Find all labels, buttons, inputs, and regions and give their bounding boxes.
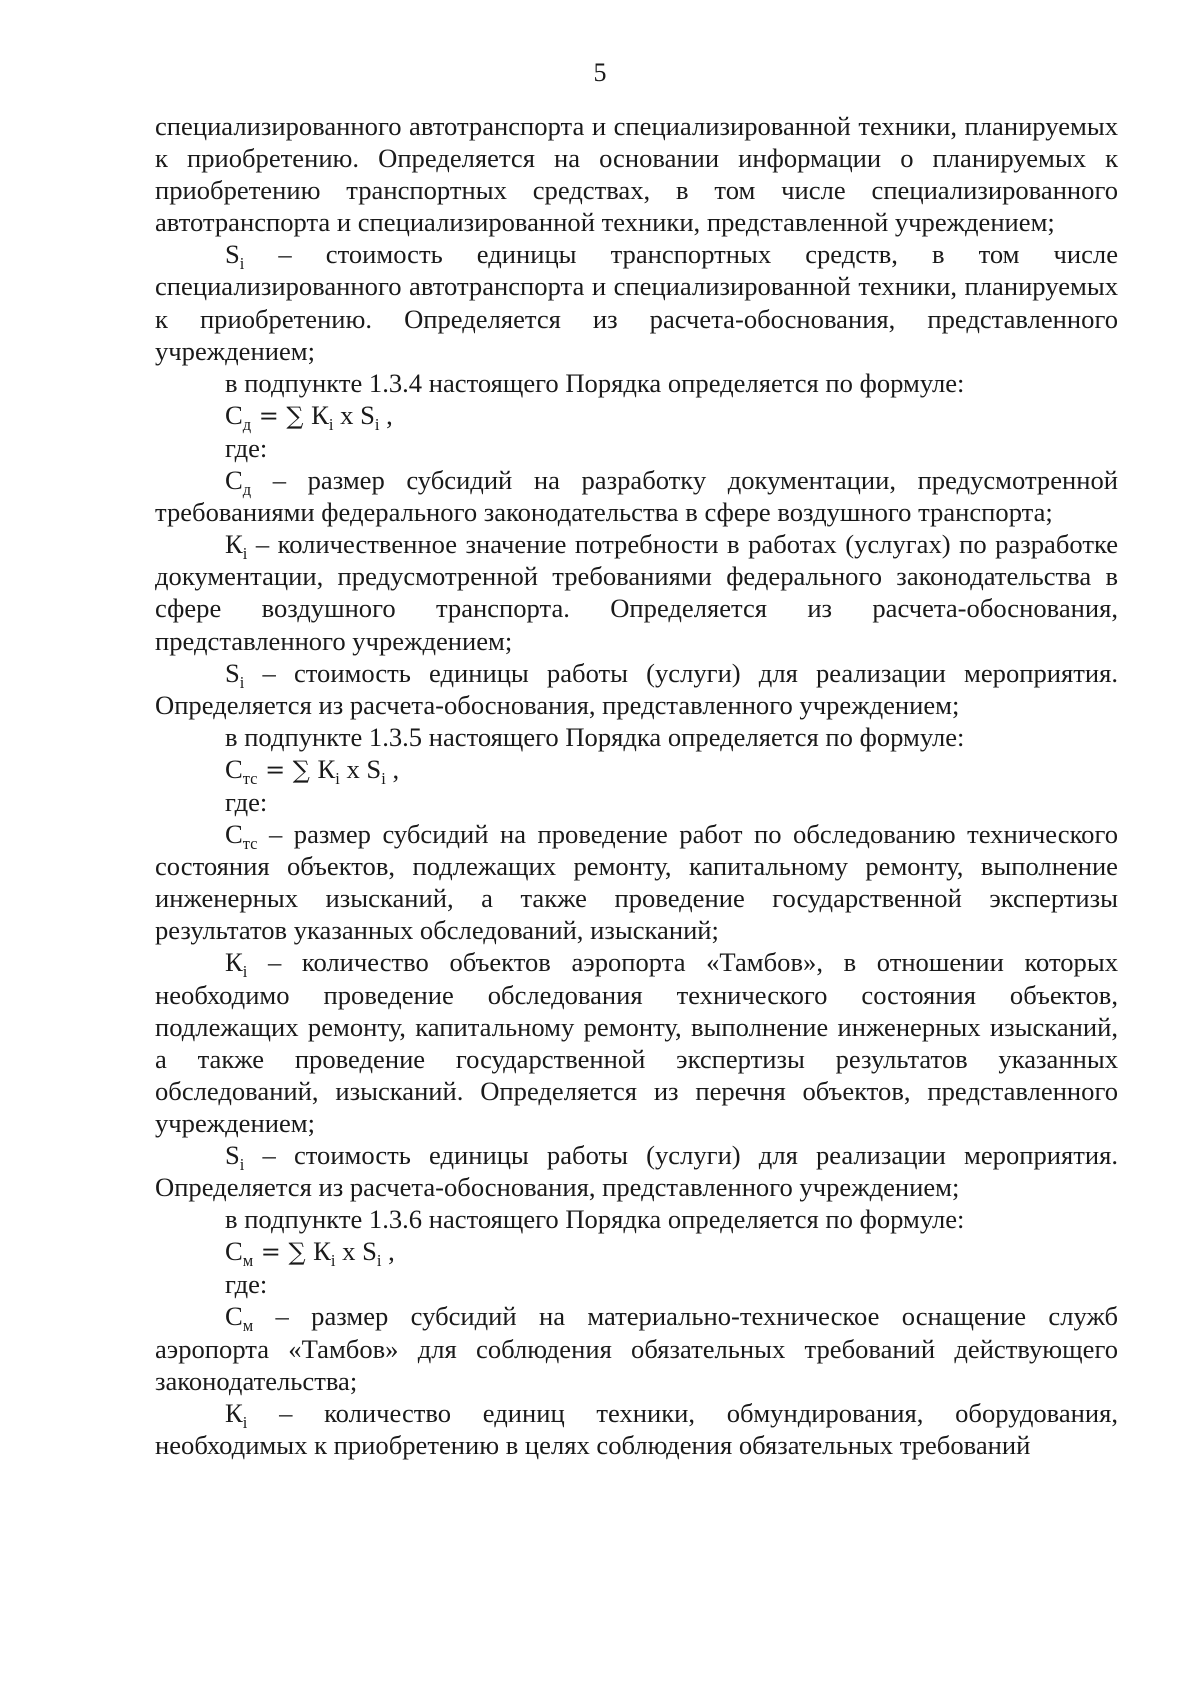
variable-symbol: К: [225, 529, 243, 560]
formula-k: К: [317, 753, 336, 784]
formula-lhs: С: [225, 753, 243, 784]
formula-times: x: [339, 753, 367, 784]
where-label: [155, 786, 1118, 818]
variable-symbol: С: [225, 819, 243, 850]
definition-text: – размер субсидий на материально-техническое оснащение служб аэропорта «Тамбов» для соблюдения обязательных требований действующего законодательства;: [155, 1301, 1118, 1396]
definition-si-work-cost: [155, 1139, 1118, 1203]
formula-lhs: С: [225, 399, 243, 430]
definition-cm: [155, 1300, 1118, 1396]
formula-k-subscript: i: [330, 1251, 336, 1271]
paragraph-text: где:: [225, 1269, 268, 1300]
formula-s-subscript: i: [374, 414, 380, 434]
definition-text: – размер субсидий на разработку документации, предусмотренной требованиями федерального законодательства в сфере воздушного транспорта;: [155, 465, 1118, 528]
paragraph-text: в подпункте 1.3.4 настоящего Порядка определяется по формуле:: [225, 367, 965, 398]
formula-lhs-subscript: м: [242, 1251, 254, 1271]
variable-symbol: С: [225, 465, 243, 496]
definition-ki-objects: [155, 946, 1118, 1139]
variable-subscript: i: [242, 1412, 248, 1432]
variable-subscript: i: [239, 1154, 245, 1174]
paragraph-text: в подпункте 1.3.5 настоящего Порядка определяется по формуле:: [225, 721, 965, 752]
variable-subscript: i: [239, 254, 245, 274]
paragraph-text: где:: [225, 786, 268, 817]
formula-s: S: [362, 1236, 377, 1267]
definition-cts: [155, 818, 1118, 946]
formula-s: S: [366, 753, 382, 784]
formula-lhs: С: [225, 1236, 243, 1267]
formula-end: ,: [379, 399, 393, 430]
formula-s: S: [360, 399, 375, 430]
definition-si-work-cost: [155, 657, 1118, 721]
variable-subscript: тс: [242, 833, 258, 853]
definition-text: – размер субсидий на проведение работ по обследованию технического состояния объектов, подлежащих ремонту, капитальному ремонту, выполнение инженерных изысканий, а также проведение государственной экспертизы результатов указанных обследований, изысканий;: [155, 819, 1118, 946]
definition-text: – количество единиц техники, обмундирования, оборудования, необходимых к приобретению в целях соблюдения обязательных требований: [155, 1397, 1118, 1460]
variable-subscript: д: [242, 479, 252, 499]
variable-subscript: i: [242, 543, 248, 563]
paragraph-continuation: [155, 110, 1118, 238]
definition-ki-equipment: [155, 1397, 1118, 1461]
formula-lhs-subscript: д: [242, 414, 252, 434]
where-label: [155, 1268, 1118, 1300]
definition-text: – количественное значение потребности в работах (услугах) по разработке документации, предусмотренной требованиями федерального законодательства в сфере воздушного транспорта. Определяется из расчета-обоснования, представленного учреждением;: [155, 529, 1118, 656]
variable-symbol: С: [225, 1301, 243, 1332]
formula-intro-1-3-6: [155, 1203, 1118, 1235]
formula-end: ,: [381, 1236, 395, 1267]
formula-cm: [155, 1235, 1118, 1271]
formula-lhs-subscript: тс: [242, 768, 258, 788]
definition-ki-documentation: [155, 528, 1118, 656]
definition-text: – стоимость единицы транспортных средств, в том числе специализированного автотранспорта и специализированной техники, планируемых к приобретению. Определяется из расчета-обоснования, представленного учреждением;: [155, 239, 1118, 366]
variable-symbol: S: [225, 1140, 240, 1170]
formula-intro-1-3-5: [155, 721, 1118, 753]
variable-symbol: К: [225, 1397, 243, 1428]
formula-times: x: [335, 1236, 363, 1267]
formula-s-subscript: i: [381, 768, 386, 788]
formula-k-subscript: i: [328, 414, 334, 434]
definition-text: – стоимость единицы работы (услуги) для реализации мероприятия. Определяется из расчета-обоснования, представленного учреждением;: [155, 1140, 1118, 1203]
variable-symbol: S: [225, 657, 240, 688]
formula-end: ,: [385, 753, 400, 784]
where-label: [155, 432, 1118, 464]
definition-text: – стоимость единицы работы (услуги) для реализации мероприятия. Определяется из расчета-обоснования, представленного учреждением;: [155, 657, 1118, 720]
formula-k-subscript: i: [335, 768, 340, 788]
paragraph-text: в подпункте 1.3.6 настоящего Порядка определяется по формуле:: [225, 1204, 965, 1235]
variable-subscript: м: [242, 1316, 254, 1336]
formula-s-subscript: i: [376, 1251, 382, 1271]
formula-cts: [155, 753, 1118, 786]
paragraph-text: специализированного автотранспорта и специализированной техники, планируемых к приобретению. Определяется на основании информации о планируемых к приобретению транспортных средствах, в том числе специализированного автотранспорта и специализированной техники, представленной учреждением;: [155, 111, 1118, 238]
formula-k: К: [313, 1236, 331, 1267]
page-number: 5: [593, 58, 607, 87]
formula-cd: [155, 399, 1118, 432]
variable-subscript: i: [239, 672, 245, 692]
formula-sum-sign: = ∑: [257, 755, 318, 784]
definition-text: – количество объектов аэропорта «Тамбов», в отношении которых необходимо проведение обследования технического состояния объектов, подлежащих ремонту, капитальному ремонту, выполнение инженерных изысканий, а также проведение государственной экспертизы результатов указанных обследований, изысканий. Определяется из перечня объектов, представленного учреждением;: [155, 947, 1118, 1138]
variable-subscript: i: [242, 962, 248, 982]
formula-sum-sign: = ∑: [253, 1238, 314, 1267]
variable-symbol: S: [225, 239, 240, 270]
definition-si-vehicle-cost: [155, 238, 1118, 366]
formula-intro-1-3-4: [155, 367, 1118, 399]
formula-k: К: [311, 399, 329, 430]
variable-symbol: К: [225, 947, 243, 978]
document-body: [155, 110, 1118, 1461]
paragraph-text: где:: [225, 432, 268, 463]
formula-sum-sign: = ∑: [251, 401, 312, 430]
definition-cd: [155, 464, 1118, 528]
formula-times: x: [333, 399, 361, 430]
